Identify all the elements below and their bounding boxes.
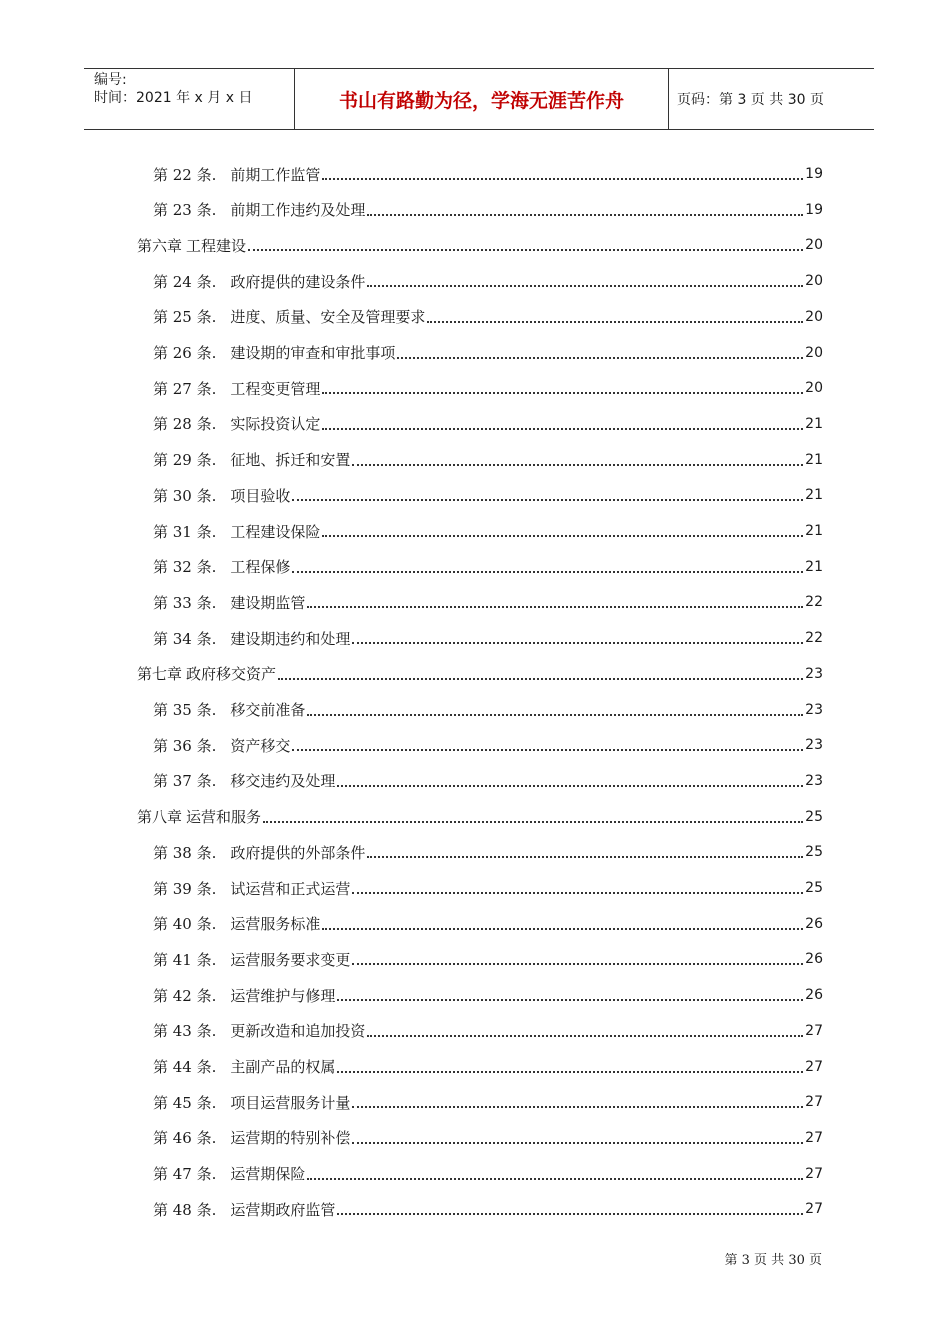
toc-leader-dots xyxy=(307,606,803,608)
toc-chapter-entry[interactable] xyxy=(137,800,823,834)
toc-article-entry[interactable] xyxy=(153,1157,823,1191)
toc-entry-title: 项目验收 xyxy=(230,486,291,505)
toc-article-entry[interactable] xyxy=(153,264,823,298)
header-page-info: 页码：第 3 页 共 30 页 xyxy=(677,92,824,108)
toc-entry-title: 运营期政府监管 xyxy=(230,1200,336,1219)
toc-entry-title: 运营期的特别补偿 xyxy=(230,1129,351,1148)
toc-article-entry[interactable] xyxy=(153,1050,823,1084)
toc-entry-number: 第 44 条. xyxy=(153,1058,217,1076)
toc-entry-page: 27 xyxy=(805,1165,823,1182)
toc-entry-title: 运营期保险 xyxy=(230,1165,306,1184)
toc-article-entry[interactable] xyxy=(153,728,823,762)
toc-entry-number: 第 28 条. xyxy=(153,415,217,434)
toc-article-entry[interactable] xyxy=(153,157,823,191)
toc-leader-dots xyxy=(248,249,803,251)
toc-entry-number: 第 25 条. xyxy=(153,308,217,327)
toc-entry-page: 26 xyxy=(805,915,823,932)
toc-entry-page: 25 xyxy=(805,844,823,861)
toc-entry-number: 第 22 条. xyxy=(153,165,217,184)
toc-entry-page: 20 xyxy=(805,237,823,254)
toc-entry-title: 更新改造和追加投资 xyxy=(230,1022,366,1041)
toc-entry-number: 第七章 xyxy=(137,665,183,684)
toc-leader-dots xyxy=(307,714,803,716)
toc-entry-page: 23 xyxy=(805,772,823,789)
toc-entry-title: 移交违约及处理 xyxy=(230,772,336,791)
toc-entry-number: 第 35 条. xyxy=(153,701,217,719)
toc-article-entry[interactable] xyxy=(153,1192,823,1226)
toc-entry-title: 运营服务要求变更 xyxy=(230,950,351,969)
toc-article-entry[interactable] xyxy=(153,371,823,405)
toc-entry-page: 25 xyxy=(805,880,823,896)
toc-entry-number: 第 38 条. xyxy=(153,843,217,862)
toc-entry-title: 前期工作违约及处理 xyxy=(230,201,366,220)
toc-entry-page: 21 xyxy=(805,451,823,468)
toc-entry-page: 26 xyxy=(805,987,823,1004)
toc-entry-title: 试运营和正式运营 xyxy=(230,879,351,898)
toc-entry-number: 第 47 条. xyxy=(153,1165,217,1184)
toc-leader-dots xyxy=(352,464,803,466)
toc-entry-number: 第 40 条. xyxy=(153,915,217,934)
toc-article-entry[interactable] xyxy=(153,585,823,619)
toc-article-entry[interactable] xyxy=(153,871,823,905)
toc-article-entry[interactable] xyxy=(153,621,823,655)
toc-article-entry[interactable] xyxy=(153,193,823,227)
toc-entry-number: 第 26 条. xyxy=(153,344,217,362)
toc-leader-dots xyxy=(263,821,803,823)
toc-entry-page: 21 xyxy=(805,558,823,575)
toc-entry-page: 27 xyxy=(805,1022,823,1039)
toc-entry-number: 第 39 条. xyxy=(153,879,217,898)
toc-entry-page: 23 xyxy=(805,665,823,682)
toc-article-entry[interactable] xyxy=(153,336,823,370)
toc-entry-page: 22 xyxy=(805,630,823,647)
toc-article-entry[interactable] xyxy=(153,835,823,869)
toc-leader-dots xyxy=(292,749,803,751)
toc-entry-title: 资产移交 xyxy=(230,736,291,755)
toc-article-entry[interactable] xyxy=(153,693,823,727)
toc-entry-number: 第 37 条. xyxy=(153,772,217,791)
page-header xyxy=(84,68,874,130)
toc-chapter-entry[interactable] xyxy=(137,657,823,691)
number-label: 编号: xyxy=(94,72,127,88)
toc-entry-number: 第 23 条. xyxy=(153,201,217,220)
toc-leader-dots xyxy=(292,571,803,573)
toc-entry-page: 27 xyxy=(805,1129,823,1146)
toc-entry-title: 进度、质量、安全及管理要求 xyxy=(230,308,426,327)
toc-leader-dots xyxy=(367,856,803,858)
toc-leader-dots xyxy=(352,1106,803,1108)
toc-entry-page: 25 xyxy=(805,808,823,825)
toc-article-entry[interactable] xyxy=(153,443,823,477)
toc-entry-number: 第 42 条. xyxy=(153,986,217,1005)
page-footer: 第 3 页 共 30 页 xyxy=(724,1253,822,1268)
toc-article-entry[interactable] xyxy=(153,942,823,976)
toc-entry-number: 第 45 条. xyxy=(153,1093,217,1112)
toc-entry-title: 移交前准备 xyxy=(230,701,306,719)
toc-entry-page: 23 xyxy=(805,737,823,754)
toc-entry-page: 27 xyxy=(805,1201,823,1218)
toc-article-entry[interactable] xyxy=(153,1014,823,1048)
toc-entry-title: 运营服务标准 xyxy=(230,915,321,934)
toc-leader-dots xyxy=(337,785,803,787)
toc-leader-dots xyxy=(367,1035,803,1037)
toc-entry-number: 第 27 条. xyxy=(153,379,217,398)
toc-leader-dots xyxy=(427,321,803,323)
toc-entry-title: 政府提供的建设条件 xyxy=(230,272,366,291)
toc-leader-dots xyxy=(352,1142,803,1144)
toc-entry-title: 运营和服务 xyxy=(186,808,262,827)
toc-entry-number: 第 41 条. xyxy=(153,950,217,969)
toc-leader-dots xyxy=(367,214,803,216)
toc-entry-number: 第 31 条. xyxy=(153,522,217,541)
time-label: 时间：2021 年 x 月 x 日 xyxy=(94,90,253,106)
toc-entry-title: 项目运营服务计量 xyxy=(230,1093,351,1112)
toc-entry-number: 第 43 条. xyxy=(153,1022,217,1041)
toc-entry-page: 20 xyxy=(805,380,823,397)
toc-leader-dots xyxy=(337,999,803,1001)
toc-article-entry[interactable] xyxy=(153,764,823,798)
toc-leader-dots xyxy=(352,892,803,894)
toc-article-entry[interactable] xyxy=(153,300,823,334)
header-meta xyxy=(84,69,295,129)
toc-entry-number: 第 46 条. xyxy=(153,1129,217,1148)
toc-leader-dots xyxy=(352,642,803,644)
toc-entry-title: 工程保修 xyxy=(230,558,291,577)
toc-article-entry[interactable] xyxy=(153,407,823,441)
toc-leader-dots xyxy=(278,678,803,680)
toc-article-entry[interactable] xyxy=(153,907,823,941)
toc-leader-dots xyxy=(352,963,803,965)
toc-leader-dots xyxy=(307,1178,803,1180)
toc-entry-page: 27 xyxy=(805,1058,823,1075)
toc-entry-number: 第 36 条. xyxy=(153,736,217,755)
toc-entry-page: 23 xyxy=(805,701,823,718)
toc-entry-title: 运营维护与修理 xyxy=(230,986,336,1005)
toc-leader-dots xyxy=(322,428,803,430)
toc-entry-page: 27 xyxy=(805,1094,823,1111)
toc-entry-number: 第 48 条. xyxy=(153,1200,217,1219)
toc-entry-title: 政府移交资产 xyxy=(186,665,277,684)
toc-article-entry[interactable] xyxy=(153,550,823,584)
toc-entry-number: 第 32 条. xyxy=(153,558,217,577)
toc-article-entry[interactable] xyxy=(153,978,823,1012)
toc-entry-number: 第 34 条. xyxy=(153,629,217,648)
toc-entry-number: 第 30 条. xyxy=(153,486,217,505)
toc-article-entry[interactable] xyxy=(153,478,823,512)
toc-article-entry[interactable] xyxy=(153,514,823,548)
toc-entry-page: 22 xyxy=(805,594,823,611)
toc-leader-dots xyxy=(337,1213,803,1215)
toc-entry-title: 前期工作监管 xyxy=(230,165,321,184)
toc-entry-page: 21 xyxy=(805,523,823,539)
toc-leader-dots xyxy=(292,499,803,501)
toc-leader-dots xyxy=(322,178,803,180)
toc-entry-title: 工程变更管理 xyxy=(230,379,321,398)
toc-entry-page: 20 xyxy=(805,344,823,361)
toc-leader-dots xyxy=(322,392,803,394)
toc-entry-number: 第六章 xyxy=(137,236,183,255)
toc-entry-number: 第 24 条. xyxy=(153,272,217,291)
toc-entry-title: 征地、拆迁和安置 xyxy=(230,451,351,470)
toc-article-entry[interactable] xyxy=(153,1121,823,1155)
toc-entry-page: 21 xyxy=(805,487,823,504)
toc-entry-page: 19 xyxy=(805,166,823,182)
toc-entry-number: 第八章 xyxy=(137,808,183,827)
toc-leader-dots xyxy=(337,1071,803,1073)
toc-entry-page: 19 xyxy=(805,201,823,218)
toc-entry-title: 主副产品的权属 xyxy=(230,1058,336,1076)
toc-entry-page: 26 xyxy=(805,951,823,968)
toc-entry-title: 政府提供的外部条件 xyxy=(230,843,366,862)
toc-entry-title: 建设期监管 xyxy=(230,593,306,612)
toc-leader-dots xyxy=(367,285,803,287)
toc-leader-dots xyxy=(322,928,803,930)
header-motto: 书山有路勤为径，学海无涯苦作舟 xyxy=(295,69,669,129)
toc-entry-number: 第 33 条. xyxy=(153,593,217,612)
toc-leader-dots xyxy=(322,535,803,537)
toc-entry-number: 第 29 条. xyxy=(153,451,217,470)
toc-leader-dots xyxy=(397,357,803,359)
toc-article-entry[interactable] xyxy=(153,1085,823,1119)
toc-entry-page: 20 xyxy=(805,273,823,290)
toc-entry-page: 20 xyxy=(805,308,823,325)
toc-entry-title: 实际投资认定 xyxy=(230,415,321,434)
toc-entry-title: 工程建设 xyxy=(186,236,247,255)
toc-chapter-entry[interactable] xyxy=(137,228,823,262)
toc-entry-title: 工程建设保险 xyxy=(230,522,321,541)
toc-entry-page: 21 xyxy=(805,415,823,432)
toc-entry-title: 建设期的审查和审批事项 xyxy=(230,344,396,362)
toc-entry-title: 建设期违约和处理 xyxy=(230,629,351,648)
